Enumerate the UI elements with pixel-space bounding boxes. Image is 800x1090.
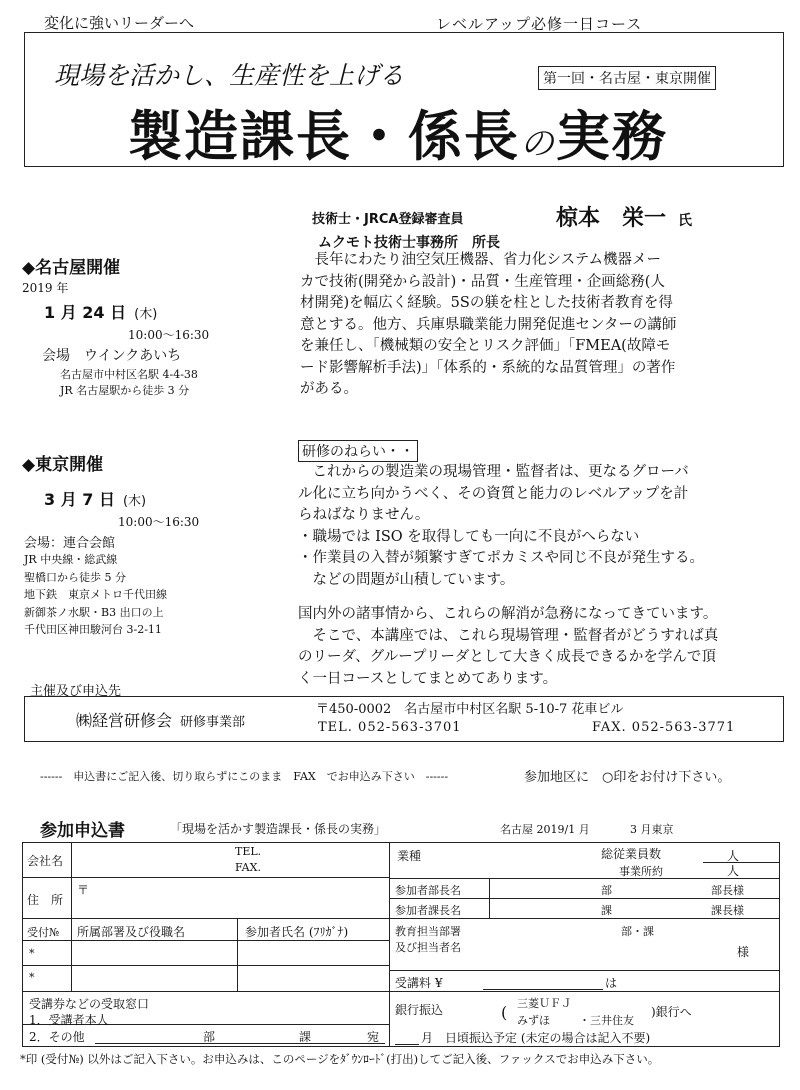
voucher-option-1[interactable]: 1．受講者本人 xyxy=(29,1013,109,1027)
nagoya-year: 2019 年 xyxy=(22,281,69,295)
aim-line: ・職場では ISO を取得しても一向に不良がへらない xyxy=(298,528,640,545)
bio-line: 材開発)を幅広く経験。5Sの躾を柱とした技術者教育を得 xyxy=(300,295,673,311)
aim-body-2 xyxy=(298,604,718,690)
aim-line: 国内外の諸事情から、これらの解消が急務になってきています。 xyxy=(298,606,718,622)
aim-label: 研修のねらい・・ xyxy=(298,440,418,462)
bank-mizuho[interactable]: みずほ xyxy=(517,1014,550,1027)
voucher-dept: 部 xyxy=(203,1030,216,1044)
form-rule xyxy=(389,878,779,879)
fee-tail: は xyxy=(605,976,618,990)
chief-honor: 課長様 xyxy=(711,904,744,917)
main-title xyxy=(128,94,668,171)
edu-dept: 部・課 xyxy=(621,925,654,938)
aim-line: ・作業員の入替が頻繁すぎてポカミスや同じ不良が発生する。 xyxy=(298,550,704,566)
bank-label: 銀行振込 xyxy=(395,1003,444,1017)
voucher-to: 宛 xyxy=(367,1030,380,1044)
bio-line: がある。 xyxy=(300,381,358,397)
header-left-tag: 変化に強いリーダーへ xyxy=(44,14,195,32)
col-position: 所属部署及び役職名 xyxy=(77,925,186,939)
participant-name-1[interactable] xyxy=(239,942,387,963)
bank-smbc[interactable]: ・三井住友 xyxy=(579,1014,634,1027)
form-rule xyxy=(489,878,490,918)
nagoya-option[interactable]: 名古屋 2019/1 月 xyxy=(500,823,590,836)
nagoya-venue: 会場 ウインクあいち xyxy=(42,348,182,364)
lecturer-honorific: 氏 xyxy=(678,213,693,229)
manager-honor: 部長様 xyxy=(711,884,744,897)
lecturer-name-text: 椋本 栄一 xyxy=(556,206,667,231)
employees-unit: 人 xyxy=(727,849,740,863)
address-label: 住 所 xyxy=(27,893,64,907)
form-rule xyxy=(389,898,779,899)
company-label: 会社名 xyxy=(27,854,64,868)
aim-line: らねばなりません。 xyxy=(298,507,430,523)
edu-label-2: 及び担当者名 xyxy=(395,941,461,954)
fee-label: 受講料 ¥ xyxy=(395,976,443,990)
organizer-dept: 研修事業部 xyxy=(180,715,246,730)
tokyo-time: 10:00～16:30 xyxy=(118,515,200,529)
nagoya-access: JR 名古屋駅から徒歩 3 分 xyxy=(60,384,190,397)
badge: 第一回・名古屋・東京開催 xyxy=(538,66,716,90)
tokyo-heading: ◆東京開催 xyxy=(22,455,104,475)
participant-position-2[interactable] xyxy=(73,967,235,989)
lecturer-bio xyxy=(300,250,676,401)
manager-dept: 部 xyxy=(601,884,612,897)
form-rule xyxy=(389,843,390,1046)
edu-honor: 様 xyxy=(737,945,750,959)
star-mark: * xyxy=(29,971,35,984)
tokyo-access-line: 新御茶ノ水駅・B3 出口の上 xyxy=(24,605,164,619)
organizer-company: ㈱経営研修会 xyxy=(76,711,173,730)
chief-label: 参加者課長名 xyxy=(395,904,461,917)
nagoya-date xyxy=(44,300,157,323)
industry-label: 業種 xyxy=(397,849,422,863)
nagoya-heading: ◆名古屋開催 xyxy=(22,258,121,278)
nagoya-date-text: 1 月 24 日 xyxy=(44,303,127,322)
employees-label: 総従業員数 xyxy=(601,847,662,861)
fax-instruction: ------ 申込書にご記入後、切り取らずにこのまま FAX でお申込み下さい ------ xyxy=(40,770,449,783)
edu-label-1: 教育担当部署 xyxy=(395,925,461,938)
form-rule xyxy=(389,970,779,971)
col-receipt: 受付№ xyxy=(27,926,60,939)
company-input[interactable] xyxy=(73,845,233,875)
form-rule xyxy=(23,918,779,919)
bank-close: )銀行へ xyxy=(651,1005,692,1019)
address-input[interactable] xyxy=(93,880,383,914)
transfer-text: 月 日頃振込予定 (未定の場合は記入不要) xyxy=(421,1031,651,1045)
organizer-fax: FAX. 052-563-3771 xyxy=(592,720,736,735)
form-rule xyxy=(23,940,389,941)
form-rule xyxy=(23,877,389,878)
tokyo-weekday: (木) xyxy=(122,494,147,509)
tokyo-date xyxy=(44,487,146,510)
tokyo-date-text: 3 月 7 日 xyxy=(44,490,115,509)
organizer-tel: TEL. 052-563-3701 xyxy=(318,720,462,735)
main-title-part2: の xyxy=(520,124,556,164)
area-instruction: 参加地区に ○印をお付け下さい。 xyxy=(524,770,731,785)
star-mark: * xyxy=(29,947,35,960)
nagoya-address: 名古屋市中村区名駅 4-4-38 xyxy=(60,368,198,381)
form-course: 「現場を活かす製造課長・係長の実務」 xyxy=(170,822,387,836)
organizer-address: 〒450-0002 名古屋市中村区名駅 5-10-7 花車ビル xyxy=(316,702,624,717)
fax-label: FAX. xyxy=(235,861,261,874)
participant-name-2[interactable] xyxy=(239,967,387,989)
lecturer-office: ムクモト技術士事務所 所長 xyxy=(318,235,500,251)
aim-line: これからの製造業の現場管理・監督者は、更なるグローバ xyxy=(298,464,689,480)
form-rule xyxy=(71,843,72,877)
tokyo-venue: 会場：連合会館 xyxy=(24,536,116,551)
tokyo-access-line: JR 中央線・総武線 xyxy=(24,553,118,566)
aim-line: ル化に立ち向かうべく、その資質と能力のレベルアップを計 xyxy=(298,485,689,502)
bank-open: ( xyxy=(501,1003,508,1022)
transfer-underline[interactable] xyxy=(395,1044,419,1045)
subtitle: 現場を活かし、生産性を上げる xyxy=(54,61,405,90)
tokyo-access xyxy=(24,551,167,639)
aim-line: そこで、本講座では、これら現場管理・監督者がどうすれば真 xyxy=(298,627,719,644)
form-rule xyxy=(23,965,389,966)
form-rule xyxy=(23,991,779,992)
form-rule xyxy=(71,918,72,991)
voucher-underline[interactable] xyxy=(95,1043,385,1044)
participant-position-1[interactable] xyxy=(73,942,235,963)
voucher-option-2[interactable]: 2．その他 xyxy=(29,1030,85,1044)
bio-line: 意とする。他方、兵庫県職業能力開発促進センターの講師 xyxy=(300,316,677,333)
tel-label: TEL. xyxy=(235,845,262,858)
aim-line: く一日コースとしてまとめてあります。 xyxy=(298,670,558,687)
aim-body xyxy=(298,462,704,591)
bio-line: カで技術(開発から設計)・品質・生産管理・企画総務(人 xyxy=(300,273,665,290)
nagoya-time: 10:00～16:30 xyxy=(128,328,210,342)
lecturer-qualification: 技術士・JRCA登録審査員 xyxy=(312,212,464,227)
fee-underline[interactable] xyxy=(483,989,603,990)
lecturer-name xyxy=(556,201,692,232)
aim-line: のリーダ、グループリーダとして大きく成長できるかを学んで頂 xyxy=(298,649,716,665)
tokyo-access-line: 地下鉄 東京メトロ千代田線 xyxy=(24,588,167,601)
voucher-section: 課 xyxy=(299,1030,312,1044)
col-name: 参加者氏名 (ﾌﾘｶﾞﾅ) xyxy=(245,925,349,939)
organizer-label: 主催及び申込先 xyxy=(30,684,122,699)
bio-line: 長年にわたり油空気圧機器、省力化システム機器メー xyxy=(300,252,662,268)
organizer-name xyxy=(76,708,245,731)
office-label: 事業所約 xyxy=(619,865,663,878)
bio-line: ード影響解析手法)」「体系的・系統的な品質管理」の著作 xyxy=(300,359,676,376)
office-unit: 人 xyxy=(727,864,740,878)
main-title-part1: 製造課長・係長 xyxy=(128,104,520,168)
form-rule xyxy=(71,877,72,918)
tokyo-access-line: 千代田区神田駿河台 3-2-11 xyxy=(24,623,162,636)
postal-mark: 〒 xyxy=(77,883,90,897)
main-title-part3: 実務 xyxy=(556,104,668,168)
tokyo-access-line: 聖橋口から徒歩 5 分 xyxy=(24,570,126,584)
aim-line: などの問題が山積しています。 xyxy=(298,571,515,588)
bio-line: を兼任し、「機械類の安全とリスク評価」「FMEA(故障モ xyxy=(300,338,671,354)
manager-label: 参加者部長名 xyxy=(395,884,461,897)
tokyo-option[interactable]: 3 月東京 xyxy=(630,823,674,836)
chief-section: 課 xyxy=(601,904,612,917)
nagoya-weekday: (木) xyxy=(134,307,158,322)
form-rule xyxy=(237,918,238,991)
form-rule xyxy=(703,862,779,863)
application-form xyxy=(22,842,780,1047)
voucher-label: 受講券などの受取窓口 xyxy=(29,997,150,1011)
header-right-tag: レベルアップ必修一日コース xyxy=(436,15,643,33)
bank-mufg[interactable]: 三菱ＵＦＪ xyxy=(517,997,572,1010)
footer-note: *印 (受付№) 以外はご記入下さい。お申込みは、このページをﾀﾞｳﾝﾛｰﾄﾞ(打出)してご記入後、ファックスでお申込み下さい。 xyxy=(20,1052,660,1066)
form-title: 参加申込書 xyxy=(40,821,125,841)
